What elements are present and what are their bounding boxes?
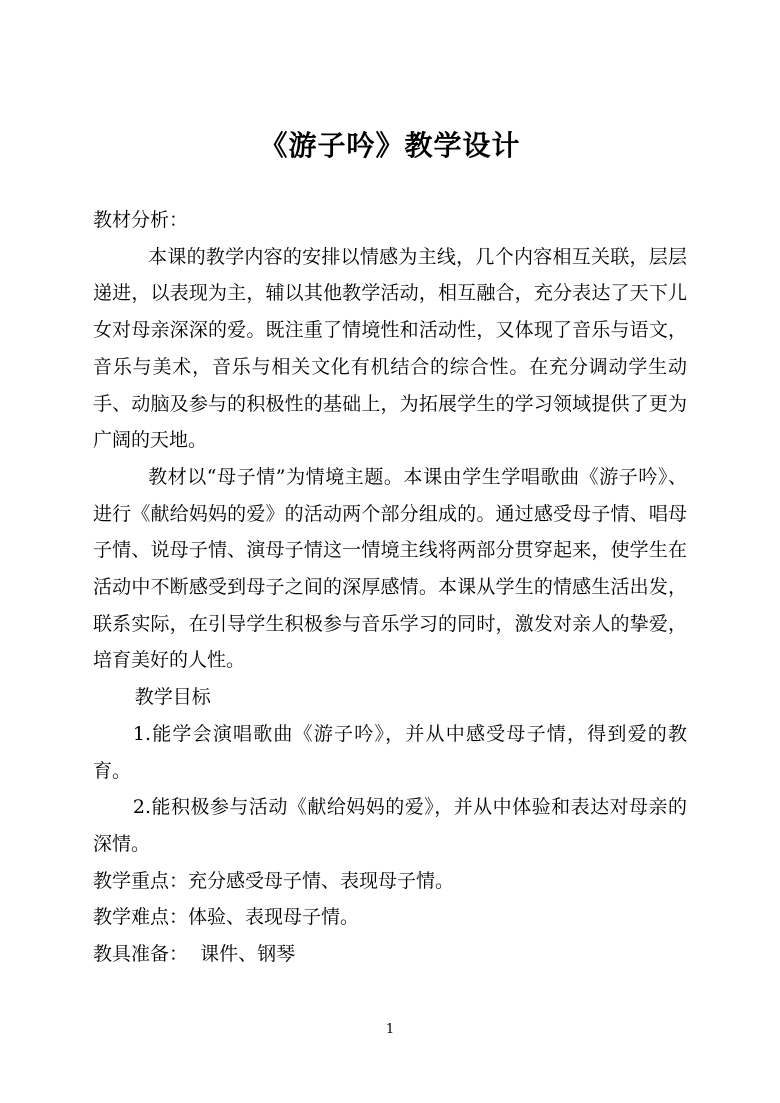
document-body [93, 202, 687, 973]
objective-item-1: 1.能学会演唱歌曲《游子吟》，并从中感受母子情，得到爱的教育。 [93, 722, 687, 782]
document-title: 《游子吟》教学设计 [259, 129, 521, 162]
analysis-paragraph-1: 本课的教学内容的安排以情感为主线，几个内容相互关联，层层递进，以表现为主，辅以其他教学活动，相互融合，充分表达了天下儿女对母亲深深的爱。既注重了情境性和活动性，又体现了音乐与语文，音乐与美术，音乐与相关文化有机结合的综合性。在充分调动学生动手、动脑及参与的积极性的基础上，为拓展学生的学习领域提供了更为广阔的天地。 [93, 245, 687, 452]
analysis-label: 教材分析： [93, 209, 189, 231]
analysis-paragraph-2: 教材以“母子情”为情境主题。本课由学生学唱歌曲《游子吟》、进行《献给妈妈的爱》的活动两个部分组成的。通过感受母子情、唱母子情、说母子情、演母子情这一情境主线将两部分贯穿起来，使学生在活动中不断感受到母子之间的深厚感情。本课从学生的情感生活出发，联系实际，在引导学生积极参与音乐学习的同时，激发对亲人的挚爱，培育美好的人性。 [93, 465, 687, 672]
objectives-label: 教学目标 [134, 686, 211, 709]
objective-item-2: 2.能积极参与活动《献给妈妈的爱》，并从中体验和表达对母亲的深情。 [93, 796, 687, 855]
materials: 教具准备： 课件、钢琴 [93, 943, 296, 966]
difficulties: 教学难点：体验、表现母子情。 [93, 906, 360, 929]
page-number: 1 [385, 1022, 395, 1037]
key-points: 教学重点：充分感受母子情、表现母子情。 [93, 869, 455, 892]
